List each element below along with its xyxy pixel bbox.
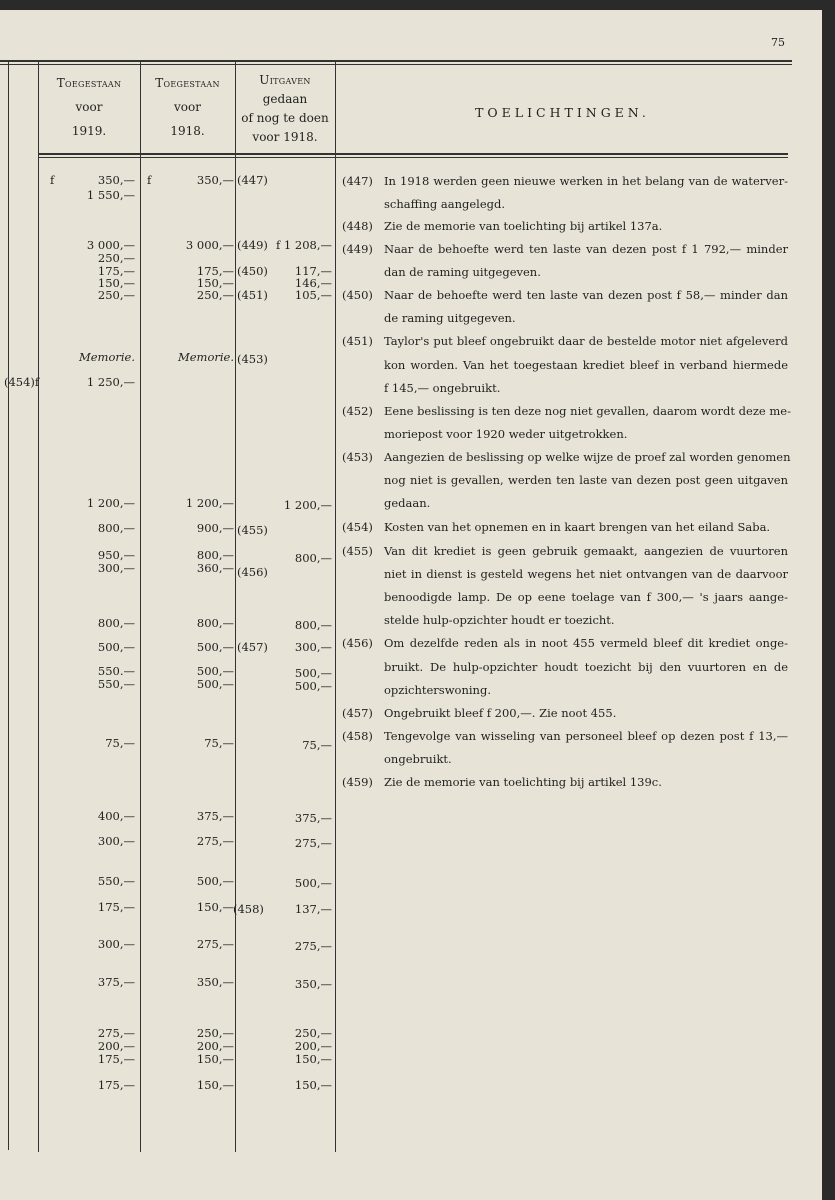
c2-row-23: 350,— bbox=[196, 975, 234, 989]
note-454-number: (454) bbox=[342, 520, 373, 534]
c3-row-20: 500,— bbox=[294, 876, 332, 890]
c1-ref-row-8: (454)f bbox=[4, 375, 40, 389]
c1-row-23: 375,— bbox=[97, 975, 135, 989]
note-453-line-1: Aangezien de beslissing op welke wijze de proef zal worden genomen bbox=[384, 450, 791, 464]
note-448-line-1: Zie de memorie van toelichting bij artikel 137a. bbox=[384, 219, 663, 233]
c1-row-8: 1 250,— bbox=[86, 375, 135, 389]
header-col-1-line-1: Toegestaan bbox=[56, 76, 122, 90]
note-449-number: (449) bbox=[342, 242, 373, 256]
c2-row-13: 800,— bbox=[196, 616, 234, 630]
header-col-2-line-3: 1918. bbox=[170, 124, 205, 138]
c1-row-12: 300,— bbox=[97, 561, 135, 575]
column-divider-2 bbox=[140, 62, 141, 1152]
c2-row-20: 500,— bbox=[196, 874, 234, 888]
ref-row-0: (447) bbox=[237, 173, 268, 187]
document-page bbox=[0, 10, 822, 1200]
note-459-number: (459) bbox=[342, 775, 373, 789]
c1-row-1: 1 550,— bbox=[86, 188, 135, 202]
c2-row-0: 350,— bbox=[196, 173, 234, 187]
column-divider-3 bbox=[235, 62, 236, 1152]
c3-row-17: 75,— bbox=[302, 738, 332, 752]
note-455-line-2: niet in dienst is gesteld wegens het niet ontvangen van de daarvoor bbox=[384, 567, 788, 581]
c2-row-24: 250,— bbox=[196, 1026, 234, 1040]
ref-row-14: (457) bbox=[237, 640, 268, 654]
c2-row-14: 500,— bbox=[196, 640, 234, 654]
c3-row-26: 150,— bbox=[294, 1052, 332, 1066]
note-451-line-1: Taylor's put bleef ongebruikt daar de bestelde motor niet afgeleverd bbox=[384, 334, 788, 348]
header-col-3-line-4: voor 1918. bbox=[252, 130, 318, 144]
c2-row-12: 360,— bbox=[196, 561, 234, 575]
c2-row-19: 275,— bbox=[196, 834, 234, 848]
c2-row-27: 150,— bbox=[196, 1078, 234, 1092]
top-rule-thin bbox=[0, 64, 792, 65]
note-455-line-3: benoodigde lamp. De op eene toelage van f 300,— 's jaars aange- bbox=[384, 590, 788, 604]
c3-row-13: 800,— bbox=[294, 618, 332, 632]
c1-row-3: 250,— bbox=[97, 251, 135, 265]
c1-row-6: 250,— bbox=[97, 288, 135, 302]
top-rule bbox=[0, 60, 792, 62]
c1-row-21: 175,— bbox=[97, 900, 135, 914]
note-451-number: (451) bbox=[342, 334, 373, 348]
c2-row-4: 175,— bbox=[196, 264, 234, 278]
margin-line bbox=[8, 60, 9, 1150]
c1-row-5: 150,— bbox=[97, 276, 135, 290]
ref-row-7: (453) bbox=[237, 352, 268, 366]
note-458-number: (458) bbox=[342, 729, 373, 743]
c3-row-6: 105,— bbox=[294, 288, 332, 302]
c1-row-11: 950,— bbox=[97, 548, 135, 562]
c2-row-10: 900,— bbox=[196, 521, 234, 535]
header-col-3-line-3: of nog te doen bbox=[241, 111, 329, 125]
ref-row-12: (456) bbox=[237, 565, 268, 579]
note-447-line-1: In 1918 werden geen nieuwe werken in het belang van de waterver- bbox=[384, 174, 788, 188]
c1-row-4: 175,— bbox=[97, 264, 135, 278]
c1-row-0: 350,— bbox=[97, 173, 135, 187]
c1-row-16: 550,— bbox=[97, 677, 135, 691]
c1-row-10: 800,— bbox=[97, 521, 135, 535]
c2-row-22: 275,— bbox=[196, 937, 234, 951]
c2-row-25: 200,— bbox=[196, 1039, 234, 1053]
c3-row-11: 800,— bbox=[294, 551, 332, 565]
note-455-line-4: stelde hulp-opzichter houdt er toezicht. bbox=[384, 613, 615, 627]
ref-row-2: (449) bbox=[237, 238, 268, 252]
header-col-3-line-1: Uitgaven bbox=[259, 73, 311, 87]
note-458-line-2: ongebruikt. bbox=[384, 752, 452, 766]
note-457-line-1: Ongebruikt bleef f 200,—. Zie noot 455. bbox=[384, 706, 617, 720]
note-453-line-2: nog niet is gevallen, werden ten laste van dezen post geen uitgaven bbox=[384, 473, 788, 487]
ref-row-21: (458) bbox=[233, 902, 264, 916]
ref-row-4: (450) bbox=[237, 264, 268, 278]
currency-col-2: f bbox=[147, 173, 152, 187]
c2-row-15: 500,— bbox=[196, 664, 234, 678]
header-col-2 bbox=[142, 77, 233, 137]
note-456-line-2: bruikt. De hulp-opzichter houdt toezicht bij den vuurtoren en de bbox=[384, 660, 788, 674]
c3-row-19: 275,— bbox=[294, 836, 332, 850]
header-rule bbox=[38, 153, 788, 155]
c1-row-7: Memorie. bbox=[78, 350, 135, 364]
header-col-1-line-2: voor bbox=[75, 100, 103, 114]
note-447-number: (447) bbox=[342, 174, 373, 188]
c1-row-25: 200,— bbox=[97, 1039, 135, 1053]
header-col-4: TOELICHTINGEN. bbox=[475, 105, 650, 120]
note-452-line-2: moriepost voor 1920 weder uitgetrokken. bbox=[384, 427, 628, 441]
note-450-line-1: Naar de behoefte werd ten laste van dezen post f 58,— minder dan bbox=[384, 288, 788, 302]
note-451-line-2: kon worden. Van het toegestaan krediet bleef in verband hiermede bbox=[384, 358, 788, 372]
c2-row-18: 375,— bbox=[196, 809, 234, 823]
note-459-line-1: Zie de memorie van toelichting bij artikel 139c. bbox=[384, 775, 662, 789]
note-450-line-2: de raming uitgegeven. bbox=[384, 311, 516, 325]
c3-row-25: 200,— bbox=[294, 1039, 332, 1053]
c1-row-26: 175,— bbox=[97, 1052, 135, 1066]
c2-row-6: 250,— bbox=[196, 288, 234, 302]
header-rule-thin bbox=[38, 157, 788, 158]
note-453-line-3: gedaan. bbox=[384, 496, 431, 510]
note-456-line-1: Om dezelfde reden als in noot 455 vermeld bleef dit krediet onge- bbox=[384, 636, 788, 650]
c2-row-21: 150,— bbox=[196, 900, 234, 914]
c1-row-13: 800,— bbox=[97, 616, 135, 630]
c1-row-15: 550.— bbox=[97, 664, 135, 678]
note-456-number: (456) bbox=[342, 636, 373, 650]
c3-row-15: 500,— bbox=[294, 666, 332, 680]
header-col-1 bbox=[40, 77, 138, 137]
c3-row-2: f 1 208,— bbox=[276, 238, 332, 252]
c2-row-17: 75,— bbox=[204, 736, 234, 750]
c1-row-19: 300,— bbox=[97, 834, 135, 848]
note-452-line-1: Eene beslissing is ten deze nog niet gevallen, daarom wordt deze me- bbox=[384, 404, 791, 418]
c3-row-24: 250,— bbox=[294, 1026, 332, 1040]
page-number: 75 bbox=[771, 36, 785, 49]
c2-row-26: 150,— bbox=[196, 1052, 234, 1066]
header-col-3-line-2: gedaan bbox=[262, 92, 308, 106]
currency-col-1: f bbox=[50, 173, 55, 187]
c1-row-22: 300,— bbox=[97, 937, 135, 951]
c3-row-22: 275,— bbox=[294, 939, 332, 953]
c3-row-21: 137,— bbox=[294, 902, 332, 916]
c3-row-5: 146,— bbox=[294, 276, 332, 290]
ref-row-10: (455) bbox=[237, 523, 268, 537]
c1-row-18: 400,— bbox=[97, 809, 135, 823]
header-col-2-line-2: voor bbox=[174, 100, 201, 114]
c2-row-2: 3 000,— bbox=[185, 238, 234, 252]
c3-row-4: 117,— bbox=[294, 264, 332, 278]
note-453-number: (453) bbox=[342, 450, 373, 464]
c3-row-14: 300,— bbox=[294, 640, 332, 654]
note-455-line-1: Van dit krediet is geen gebruik gemaakt, aangezien de vuurtoren bbox=[384, 544, 788, 558]
c3-row-16: 500,— bbox=[294, 679, 332, 693]
note-457-number: (457) bbox=[342, 706, 373, 720]
c3-row-9: 1 200,— bbox=[283, 498, 332, 512]
c1-row-2: 3 000,— bbox=[86, 238, 135, 252]
header-col-1-line-3: 1919. bbox=[71, 124, 107, 138]
column-divider-1 bbox=[38, 62, 39, 1152]
c2-row-9: 1 200,— bbox=[185, 496, 234, 510]
c2-row-11: 800,— bbox=[196, 548, 234, 562]
c3-row-27: 150,— bbox=[294, 1078, 332, 1092]
note-455-number: (455) bbox=[342, 544, 373, 558]
note-449-line-2: dan de raming uitgegeven. bbox=[384, 265, 541, 279]
note-448-number: (448) bbox=[342, 219, 373, 233]
ref-row-6: (451) bbox=[237, 288, 268, 302]
note-452-number: (452) bbox=[342, 404, 373, 418]
c3-row-23: 350,— bbox=[294, 977, 332, 991]
c2-row-5: 150,— bbox=[196, 276, 234, 290]
c1-row-17: 75,— bbox=[105, 736, 135, 750]
c1-row-24: 275,— bbox=[97, 1026, 135, 1040]
c1-row-27: 175,— bbox=[97, 1078, 135, 1092]
note-447-line-2: schaffing aangelegd. bbox=[384, 197, 506, 211]
c1-row-9: 1 200,— bbox=[86, 496, 135, 510]
note-450-number: (450) bbox=[342, 288, 373, 302]
column-divider-4 bbox=[335, 62, 336, 1152]
note-449-line-1: Naar de behoefte werd ten laste van dezen post f 1 792,— minder bbox=[384, 242, 788, 256]
note-454-line-1: Kosten van het opnemen en in kaart brengen van het eiland Saba. bbox=[384, 520, 771, 534]
note-458-line-1: Tengevolge van wisseling van personeel bleef op dezen post f 13,— bbox=[384, 729, 788, 743]
c2-row-7: Memorie. bbox=[177, 350, 234, 364]
c1-row-20: 550,— bbox=[97, 874, 135, 888]
c2-row-16: 500,— bbox=[196, 677, 234, 691]
header-col-2-line-1: Toegestaan bbox=[155, 76, 220, 90]
c3-row-18: 375,— bbox=[294, 811, 332, 825]
note-451-line-3: f 145,— ongebruikt. bbox=[384, 381, 501, 395]
c1-row-14: 500,— bbox=[97, 640, 135, 654]
header-col-3 bbox=[237, 74, 333, 143]
note-456-line-3: opzichterswoning. bbox=[384, 683, 491, 697]
